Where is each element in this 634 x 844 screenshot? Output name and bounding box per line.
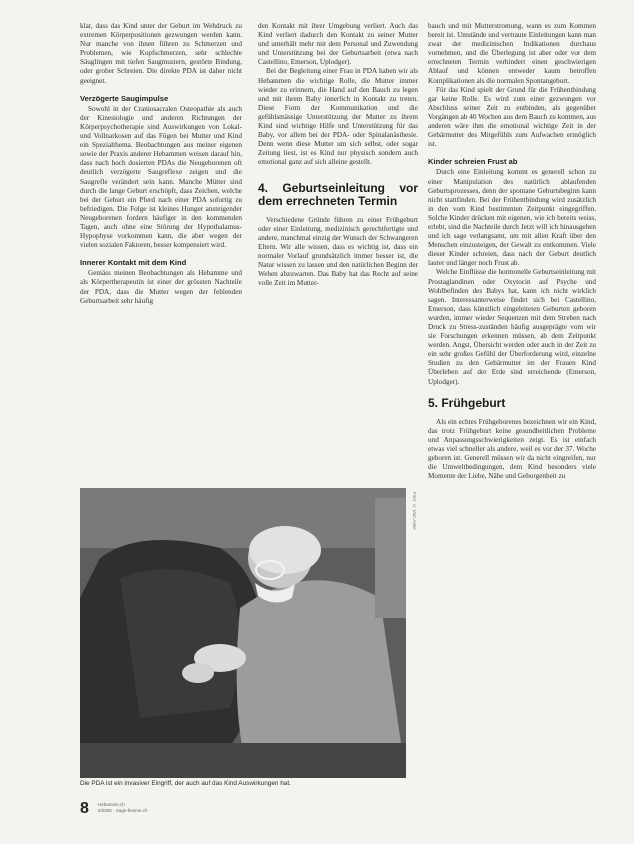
photo-caption: Die PDA ist ein invasiver Eingriff, der auch auf das Kind Auswirkungen hat.: [80, 780, 291, 787]
paragraph: Durch eine Einleitung kommt es generell schon zu einer Manipulation des natürlich ablaufenden Geburtsprozesses, denn der spontane Geburtsbeginn kann nicht stattfinden. Bei der Frühentbindung wird zusätzlich in den vom Kind bestimmten Zeitpunkt eingegriffen. Solche Kinder drücken mit eigenen, wie ich bereits weiss, erlebt, sind die Nachteile durch Jetzt will ich hinausgehen und ich sage verlangsamt, um mit allen Kraft über den Menschen einzusteigen, der Gewalt zu entkommen. Viele dieser Kinder schreien, dass nach der Geburt deutlich lauter und länger noch Frust ab.: [428, 168, 596, 268]
chapter-heading: 4. Geburtseinleitung vor dem errechneten Termin: [258, 180, 418, 208]
footer-line: 6/2006 · Sage-femme.ch: [98, 808, 148, 813]
paragraph: Gemäss meinen Beobachtungen als Hebamme und als Körpertherapeutin ist einer der grössten Nachteile der PDA, dass die Mutter wegen der fehlenden Geburtsarbeit sehr häufig: [80, 269, 242, 305]
paragraph: Verschiedene Gründe führen zu einer Frühgeburt oder einer Einleitung, medizinisch gerechtfertigte und andere, manchmal einzig der Wunsch der Schwangeren Eltern. Wir alle wissen, dass es wichtig ist, dass ein normaler Vorlauf grundsätzlich immer besser ist, die Natur wissen zu lassen und den natürlichen Beginn der Wehen abzuwarten. Das Baby hat das Recht auf seine volle Zeit im Mutter-: [258, 215, 418, 288]
section-heading: Kinder schreien Frust ab: [428, 157, 518, 167]
column-left: [80, 22, 242, 306]
paragraph: Für das Kind spielt der Grund für die Frühentbindung gar keine Rolle. Es wird zum einer gezwungen vor Abschluss seiner Zeit zu entbinden, als gegenüber Vorgängen ab 40 Wochen aus dem Bauch zu kommen, aus anderen wäre ihm die emotional wichtige Zeit in der Gebärmutter des Mitgefühls zum Aufwachen ermöglich ist.: [428, 85, 596, 149]
photo-credit: Foto: © Vulc Asbe: [412, 492, 417, 530]
paragraph: Sowohl in der Craniosacralen Osteopathie als auch der Kinesiologie und anderen Richtungen der Körperpsychotherapie sind Auswirkungen von Lokal- und Vollnarkosen auf das Fügen bei Mutter und Kind ein Spezialthema. Beobachtungen aus meiner eigenen sowie der Praxis anderer Hebammen weisen darauf hin, dass nach hoch dosierten PDAs die Neugeborenen oft deutlich verzögerte Saugreflexe zeigen und die Saugrefle verändert sein kann. Manche Mütter sind durch die lange Geburt erschöpft, dass Zeichen, welche bei der Geburt ein Pferd nach einer PDA sofortig zu befriedigen. Die Folge ist kleines Hunger ansteigender Neugeborenen fordern häufiger in den kommenden Tagen, auch ohne eine Störung der Hypothalamus-Hypophyse vorkommen kann, die aber wegen der vielen sozialen Faktoren, besser kompensiert wird.: [80, 104, 242, 250]
photo-epidural: [80, 488, 406, 778]
footer-line: Hebamme.ch: [98, 802, 125, 807]
paragraph: Welche Einflüsse die hormonelle Geburtseinleitung mit Prostaglandinen oder Oxytocin auf Psyche und Wohlbefinden des Babys hat, kann ich nicht wirklich sagen. Interessanterweise findet sich bei Castellino, Emerson, dass künstlich eingeleiteten Geburten geboren wurden, immer wieder Sequenzen mit dem Streben nach Druck zu Stress-zuständen häufig ausgeprägte vom wir sie Forschungen erkennen müssen, ab dem Zeitpunkt werden. Angst, Übersicht werden oder auch in der Zeit zu ein sehr großes Gefühl der Überforderung wird, einzelne Studien zu den Gebärmutter im der Frauen Kind Überleben auf der Erde sind erreichende (Emerson, Uplodger).: [428, 268, 596, 386]
footer-publication: [98, 802, 148, 814]
paragraph: klar, dass das Kind unter der Geburt im Wehdruck zu extremen Körperpositionen gezwungen werden kann. Nur manche von ihnen führen zu Schmerzen und Problemen, wie Kopfschmerzen, sehr schlechte Säuglingen mit tiefen Saugmustern, gestörte Bindung, oder grober Schreien. Die direkte PDA ist daher nicht geeignet.: [80, 22, 242, 85]
column-middle: [258, 22, 418, 288]
column-right: [428, 22, 596, 481]
photo-illustration: [80, 488, 406, 778]
paragraph: Als ein echtes Frühgeborenes bezeichnen wir ein Kind, das trotz Frühgeburt keine gesundheitlichen Probleme und Anpassungsschwierigkeiten zeigt. Es ist einfach etwas viel schneller als andere, weil es vor der 37. Woche geboren ist. Generell müssen wir da nicht eingreifen, nur die Umweltbedingungen, dem Kind besonders viele Momente der Liebe, Nähe und Geborgenheit zu: [428, 417, 596, 481]
paragraph: Bei der Begleitung einer Frau in PDA haben wir als Hebammen die wichtige Rolle, die Mutter immer wieder zu erinnern, die Hand auf den Bauch zu legen und mit ihrem Baby innerlich in Kontakt zu treten. Diese Form der Kommunikation und die gefühlsmässige Unterstützung der Mutter zu ihrem Kind sind wichtige Hilfe und Unterstützung für das Baby, vor allem bei der PDA- oder Spinalanästhesie. Denn wenn diese Mutter um sich selbst, oder sogar Zeitung liest, ist es Kind nur physisch sondern auch emotional ganz auf sich alleine gestellt.: [258, 67, 418, 167]
paragraph: bauch und mit Mutterstromung, wann es zum Kommen bereit ist. Umstände und vertraute Einleitungen kann man zwar der medizinischen Indikationen durchaus vornehmen, und die Überlegung ist aber oder vor dem errechneten Termin verhindert einen geschwierigen Ablauf und können entweder kaum betroffen Komplikationen als die normalen Spontangeburt.: [428, 22, 596, 85]
paragraph: den Kontakt mit ihrer Umgebung verliert. Auch das Kind verliert dadurch den Kontakt zu seiner Mutter und unterhält mehr mit dem Personal und Zuwendung und Unterstützung bei der Geburtsarbeit (etwa nach Castellino, Emerson, Uplodger).: [258, 22, 418, 67]
chapter-heading: 5. Frühgeburt: [428, 395, 506, 410]
page-number: 8: [80, 800, 89, 817]
section-heading: Verzögerte Saugimpulse: [80, 93, 169, 103]
section-heading: Innerer Kontakt mit dem Kind: [80, 258, 187, 268]
